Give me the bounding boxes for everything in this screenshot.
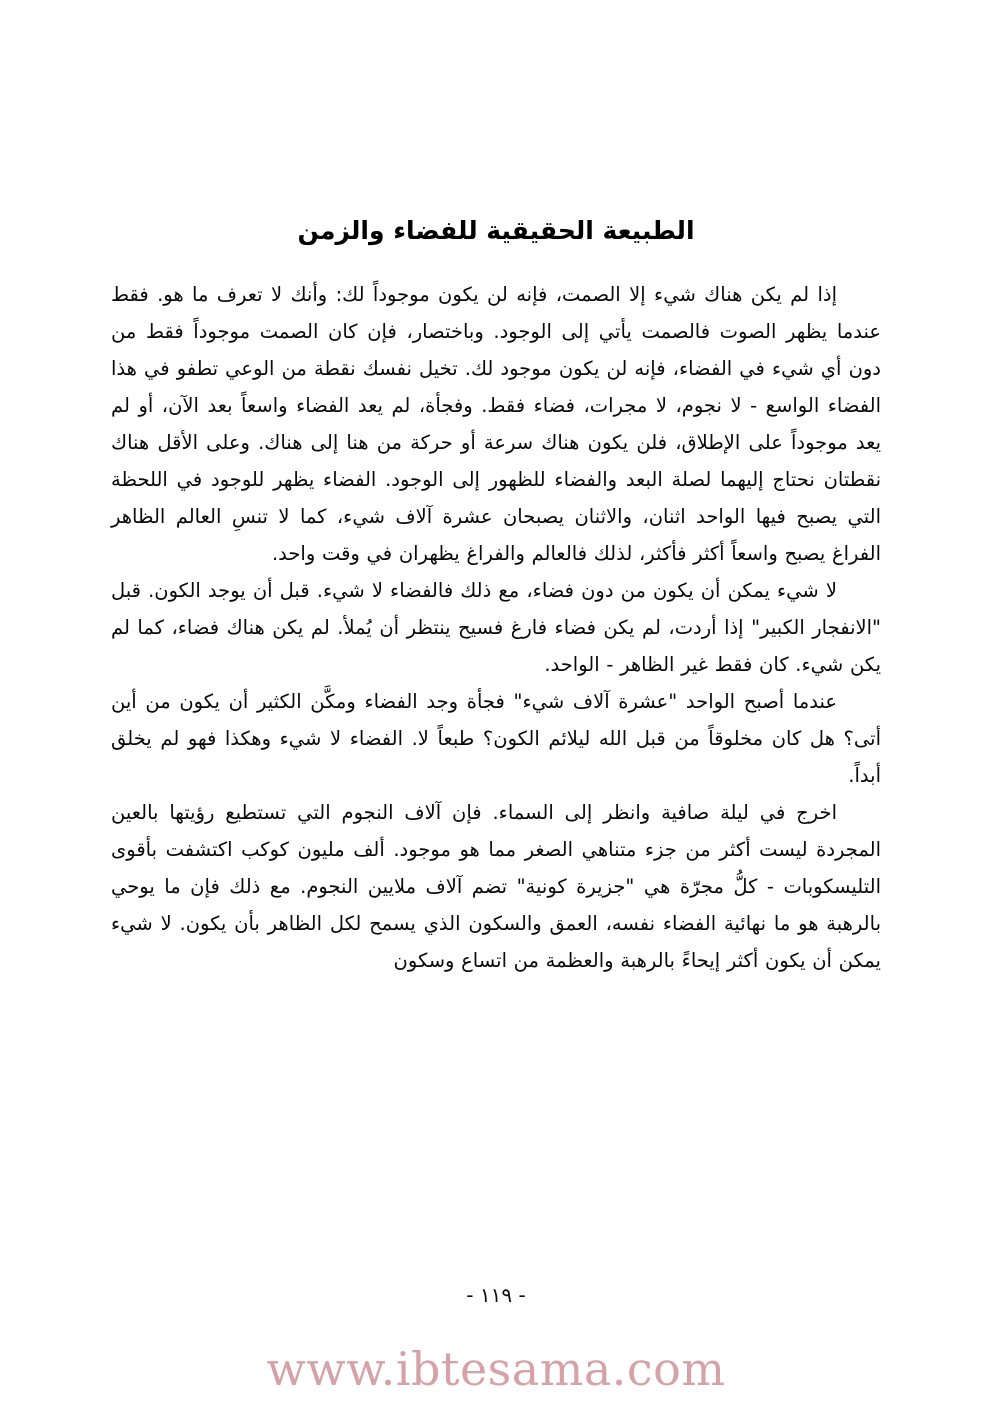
- paragraph-1: إذا لم يكن هناك شيء إلا الصمت، فإنه لن يكون موجوداً لك: وأنك لا تعرف ما هو. فقط عندما يظهر الصوت فالصمت يأتي إلى الوجود. وباختصار، فإن كان الصمت موجوداً فقط من دون أي شيء في الفضاء، فإنه لن يكون موجود لك. تخيل نفسك نقطة من الوعي تطفو في هذا الفضاء الواسع - لا نجوم، لا مجرات، فضاء فقط. وفجأة، لم يعد الفضاء واسعاً بعد الآن، أو لم يعد موجوداً على الإطلاق، فلن يكون هناك سرعة أو حركة من هنا إلى هناك. وعلى الأقل هناك نقطتان نحتاج إليهما لصلة البعد والفضاء للظهور إلى الوجود. الفضاء يظهر للوجود في اللحظة التي يصبح فيها الواحد اثنان، والاثنان يصبحان عشرة آلاف شيء، كما لا تنسِ العالم الظاهر الفراغ يصبح واسعاً أكثر فأكثر، لذلك فالعالم والفراغ يظهران في وقت واحد.: [111, 283, 881, 565]
- body-text-block: [111, 276, 881, 979]
- paragraph-2: لا شيء يمكن أن يكون من دون فضاء، مع ذلك فالفضاء لا شيء. قبل أن يوجد الكون. قبل "الانفجار الكبير" إذا أردت، لم يكن فضاء فارغ فسيح ينتظر أن يُملأ. لم يكن هناك فضاء، كما لم يكن شيء. كان فقط غير الظاهر - الواحد.: [111, 579, 881, 676]
- paragraph-3: عندما أصبح الواحد "عشرة آلاف شيء" فجأة وجد الفضاء ومكَّن الكثير أن يكون من أين أتى؟ هل كان مخلوقاً من قبل الله ليلائم الكون؟ طبعاً لا. الفضاء لا شيء وهكذا فهو لم يخلق أبداً.: [111, 690, 881, 787]
- page-number: - ١١٩ -: [466, 1283, 526, 1307]
- paragraph-4: اخرج في ليلة صافية وانظر إلى السماء. فإن آلاف النجوم التي تستطيع رؤيتها بالعين المجردة ليست أكثر من جزء متناهي الصغر مما هو موجود. ألف مليون كوكب اكتشفت بأقوى التليسكوبات - كلُّ مجرّة هي "جزيرة كونية" تضم آلاف ملايين النجوم. مع ذلك فإن ما يوحي بالرهبة هو ما نهائية الفضاء نفسه، العمق والسكون الذي يسمح لكل الظاهر بأن يكون. لا شيء يمكن أن يكون أكثر إيحاءً بالرهبة والعظمة من اتساع وسكون: [111, 801, 881, 972]
- page-title: الطبيعة الحقيقية للفضاء والزمن: [297, 215, 695, 245]
- site-watermark: www.ibtesama.com: [266, 1342, 726, 1396]
